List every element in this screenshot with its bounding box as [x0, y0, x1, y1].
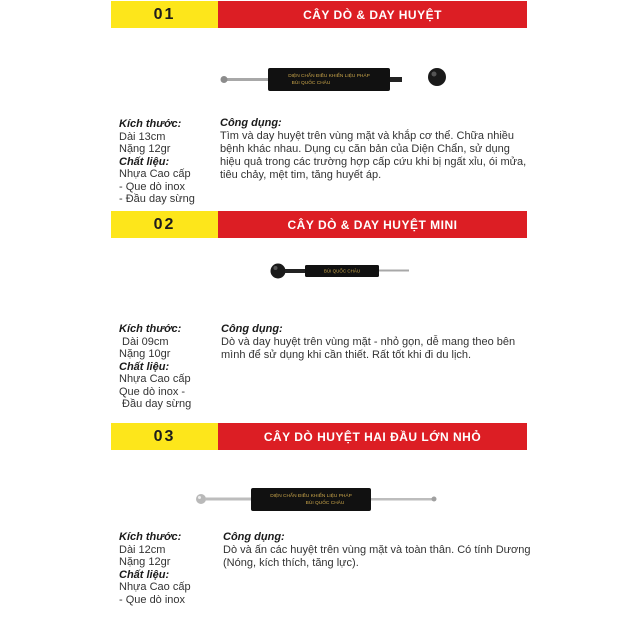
tool-print-line-1: DIỆN CHẨN ĐIỀU KHIỂN LIỆU PHÁP — [270, 494, 352, 499]
tool-print-line-1: DIỆN CHẨN ĐIỀU KHIỂN LIỆU PHÁP — [288, 74, 370, 79]
section-header-1 — [111, 1, 527, 28]
section-header-2 — [111, 211, 527, 238]
usage-line: Tìm và day huyệt trên vùng mặt và khắp cơ thể. Chữa nhiều — [220, 130, 515, 142]
product-section-3 — [111, 423, 531, 633]
size-label: Kích thước: — [119, 323, 182, 335]
section-number: 03 — [111, 423, 218, 450]
weight-value: Nặng 12gr — [119, 556, 171, 568]
usage-line: Dò và day huyệt trên vùng mặt - nhỏ gọn, dễ mang theo bên — [221, 336, 516, 348]
usage-label: Công dụng: — [220, 117, 282, 129]
tool-print-line: BÙI QUỐC CHÂU — [323, 268, 361, 274]
usage-line: tiêu chảy, mệt tim, tăng huyết áp. — [220, 169, 382, 181]
material-line: Đầu day sừng — [119, 398, 192, 410]
section-header-3 — [111, 423, 527, 450]
product-section-2 — [111, 210, 527, 415]
section-number: 02 — [111, 211, 218, 238]
section-number: 01 — [111, 1, 218, 28]
usage-line: Dò và ấn các huyệt trên vùng mặt và toàn thân. Có tính Dương — [223, 544, 531, 556]
weight-value: Nặng 12gr — [119, 143, 171, 155]
section-title: CÂY DÒ & DAY HUYỆT — [218, 1, 527, 28]
size-label: Kích thước: — [119, 531, 182, 543]
material-line: Que dò inox - — [119, 385, 186, 398]
material-line: Nhựa Cao cấp — [119, 373, 191, 385]
size-value: Dài 12cm — [119, 543, 166, 556]
tool-print-line-2: BÙI QUỐC CHÂU — [291, 81, 331, 86]
material-line: Nhựa Cao cấp — [119, 168, 191, 180]
size-label: Kích thước: — [119, 118, 182, 130]
material-label: Chất liệu: — [119, 360, 170, 373]
tool-print-line-2: BÙI QUỐC CHÂU — [305, 501, 345, 506]
material-label: Chất liệu: — [119, 568, 170, 581]
mini-acupressure-probe-image — [259, 256, 419, 286]
material-line: - Que dò inox — [119, 593, 186, 606]
section-title: CÂY DÒ HUYỆT HAI ĐẦU LỚN NHỎ — [218, 423, 527, 450]
usage-label: Công dụng: — [223, 531, 285, 543]
material-label: Chất liệu: — [119, 155, 170, 168]
usage-line: hiệu quả trong các trường hợp cấp cứu khi bị ngất xỉu, ói mửa, — [220, 156, 527, 168]
double-ended-probe-image — [191, 483, 451, 517]
usage-line: (Nóng, kích thích, tăng lực). — [223, 557, 359, 569]
acupressure-probe-image — [216, 60, 456, 100]
product-section-1 — [111, 0, 527, 210]
usage-line: bệnh khác nhau. Dụng cụ căn bản của Diện Chẩn, sử dụng — [220, 143, 510, 155]
section-title: CÂY DÒ & DAY HUYỆT MINI — [218, 211, 527, 238]
material-line: - Que dò inox — [119, 180, 186, 193]
weight-value: Nặng 10gr — [119, 348, 171, 360]
usage-label: Công dụng: — [221, 323, 283, 335]
material-line: Nhựa Cao cấp — [119, 581, 191, 593]
size-value: Dài 09cm — [119, 335, 169, 348]
usage-line: mình để sử dụng khi cần thiết. Rất tốt khi đi du lịch. — [221, 349, 472, 361]
material-line: - Đầu day sừng — [119, 193, 195, 205]
size-value: Dài 13cm — [119, 130, 166, 143]
